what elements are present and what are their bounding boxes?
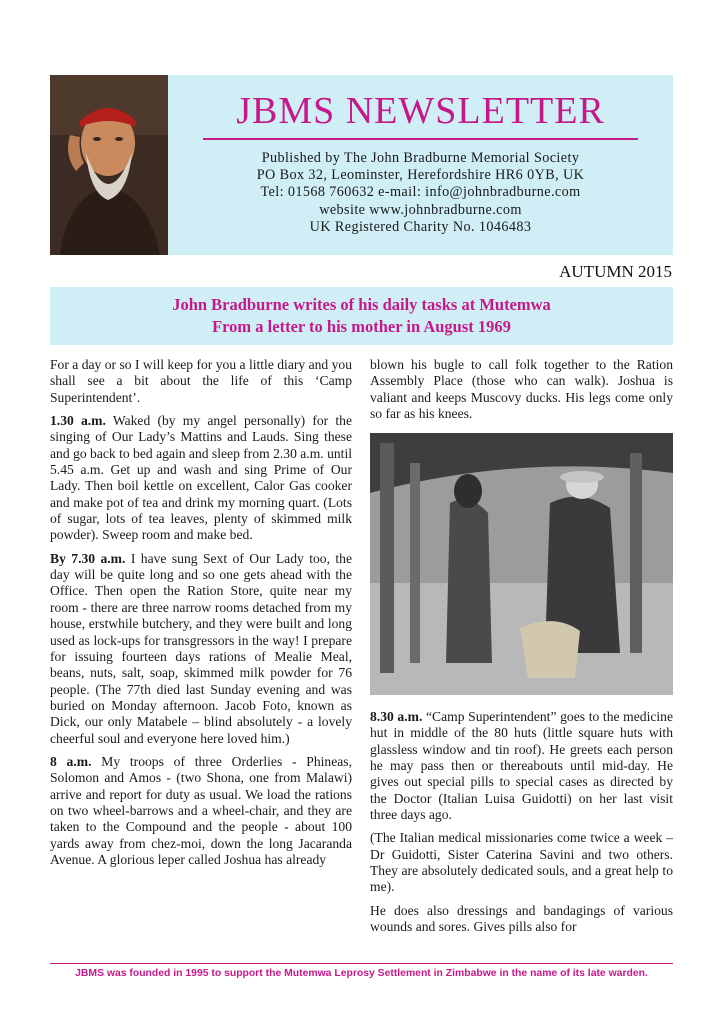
time-label: 8 a.m. xyxy=(50,753,92,769)
paragraph: 8.30 a.m. “Camp Superintendent” goes to the medicine hut in middle of the 80 huts (little square huts with glassless window and tin roof). He greets each person he may pass then or thereabouts until mid-day. He gives out special pills to special cases as directed by the Doctor (Italian Luisa Guidotti) on her last visit three days ago. xyxy=(370,709,673,823)
article-title: John Bradburne writes of his daily tasks at Mutemwa xyxy=(172,295,551,314)
charity-line: UK Registered Charity No. 1046483 xyxy=(309,218,532,235)
footer-rule xyxy=(50,963,673,964)
time-label: By 7.30 a.m. xyxy=(50,550,126,566)
website-line: website www.johnbradburne.com xyxy=(319,201,522,218)
address-line: PO Box 32, Leominster, Herefordshire HR6 0YB, UK xyxy=(256,167,585,184)
article-subtitle: From a letter to his mother in August 1969 xyxy=(212,317,511,336)
publisher-line: Published by The John Bradburne Memorial Society xyxy=(261,150,580,166)
contact-line: Tel: 01568 760632 e-mail: info@johnbradburne.com xyxy=(260,184,581,201)
right-column-bottom xyxy=(370,709,673,942)
footer-note: JBMS was founded in 1995 to support the Mutemwa Leprosy Settlement in Zimbabwe in the name of its late warden. xyxy=(75,968,648,979)
right-column-top xyxy=(370,357,673,429)
paragraph: By 7.30 a.m. I have sung Sext of Our Lady too, the day will be quite long and so one gets ahead with the Office. Then open the Ration Store, quite near my room - there are three narrow rooms detached from my house, erstwhile butchery, and they were built and long used as lock-ups for transgressors in the way! I prepare for issuing fourteen days rations of Mealie Meal, beans, nuts, salt, soap, skimmed milk powder for 76 people. (The 77th died last Sunday evening and was buried on Monday afternoon. Jacob Foto, known as Dick, our only Matabele – blind absolutely - a lovely cheerful soul and everyone here loved him.) xyxy=(50,550,352,746)
publisher-details xyxy=(168,150,673,236)
paragraph: He does also dressings and bandagings of various wounds and sores. Gives pills also for xyxy=(370,902,673,935)
time-label: 1.30 a.m. xyxy=(50,413,106,429)
article-photo xyxy=(370,433,673,695)
paragraph: For a day or so I will keep for you a little diary and you shall see a bit about the life of this ‘Camp Superintendent’. xyxy=(50,357,353,405)
left-column xyxy=(50,357,352,875)
portrait-photo xyxy=(50,75,168,255)
article-heading xyxy=(50,287,673,345)
issue-season: AUTUMN 2015 xyxy=(559,262,672,281)
newsletter-title: JBMS NEWSLETTER xyxy=(236,90,605,132)
paragraph: 8 a.m. My troops of three Orderlies - Phineas, Solomon and Amos - (two Shona, one from Malawi) arrive and report for duty as usual. We load the rations on two wheel-barrows and a wheel-chair, and they are taken to the Compound and the people - about 100 yards away from chez-moi, down the long Jacaranda Avenue. A glorious leper called Joshua has already xyxy=(50,753,352,867)
paragraph: (The Italian medical missionaries come twice a week – Dr Guidotti, Sister Caterina Savini and two others. They are absolutely dedicated souls, and a great help to me). xyxy=(370,830,673,895)
paragraph: blown his bugle to call folk together to the Ration Assembly Place (those who can walk). Joshua is valiant and keeps Muscovy ducks. His legs come only so far as his knees. xyxy=(370,357,673,422)
time-label: 8.30 a.m. xyxy=(370,709,423,724)
title-underline xyxy=(203,138,638,140)
paragraph: 1.30 a.m. Waked (by my angel personally) for the singing of Our Lady’s Mattins and Lauds. Sing these and go back to bed again and sleep from 2.30 a.m. until 5.45 a.m. Get up and wash and sing Prime of Our Lady. Then boil kettle on excellent, Calor Gas cooker and make pot of tea and drink my morning quart. (Lots of sugar, lots of tea leaves, plenty of skimmed milk powder). Sweep room and make bed. xyxy=(50,413,353,543)
